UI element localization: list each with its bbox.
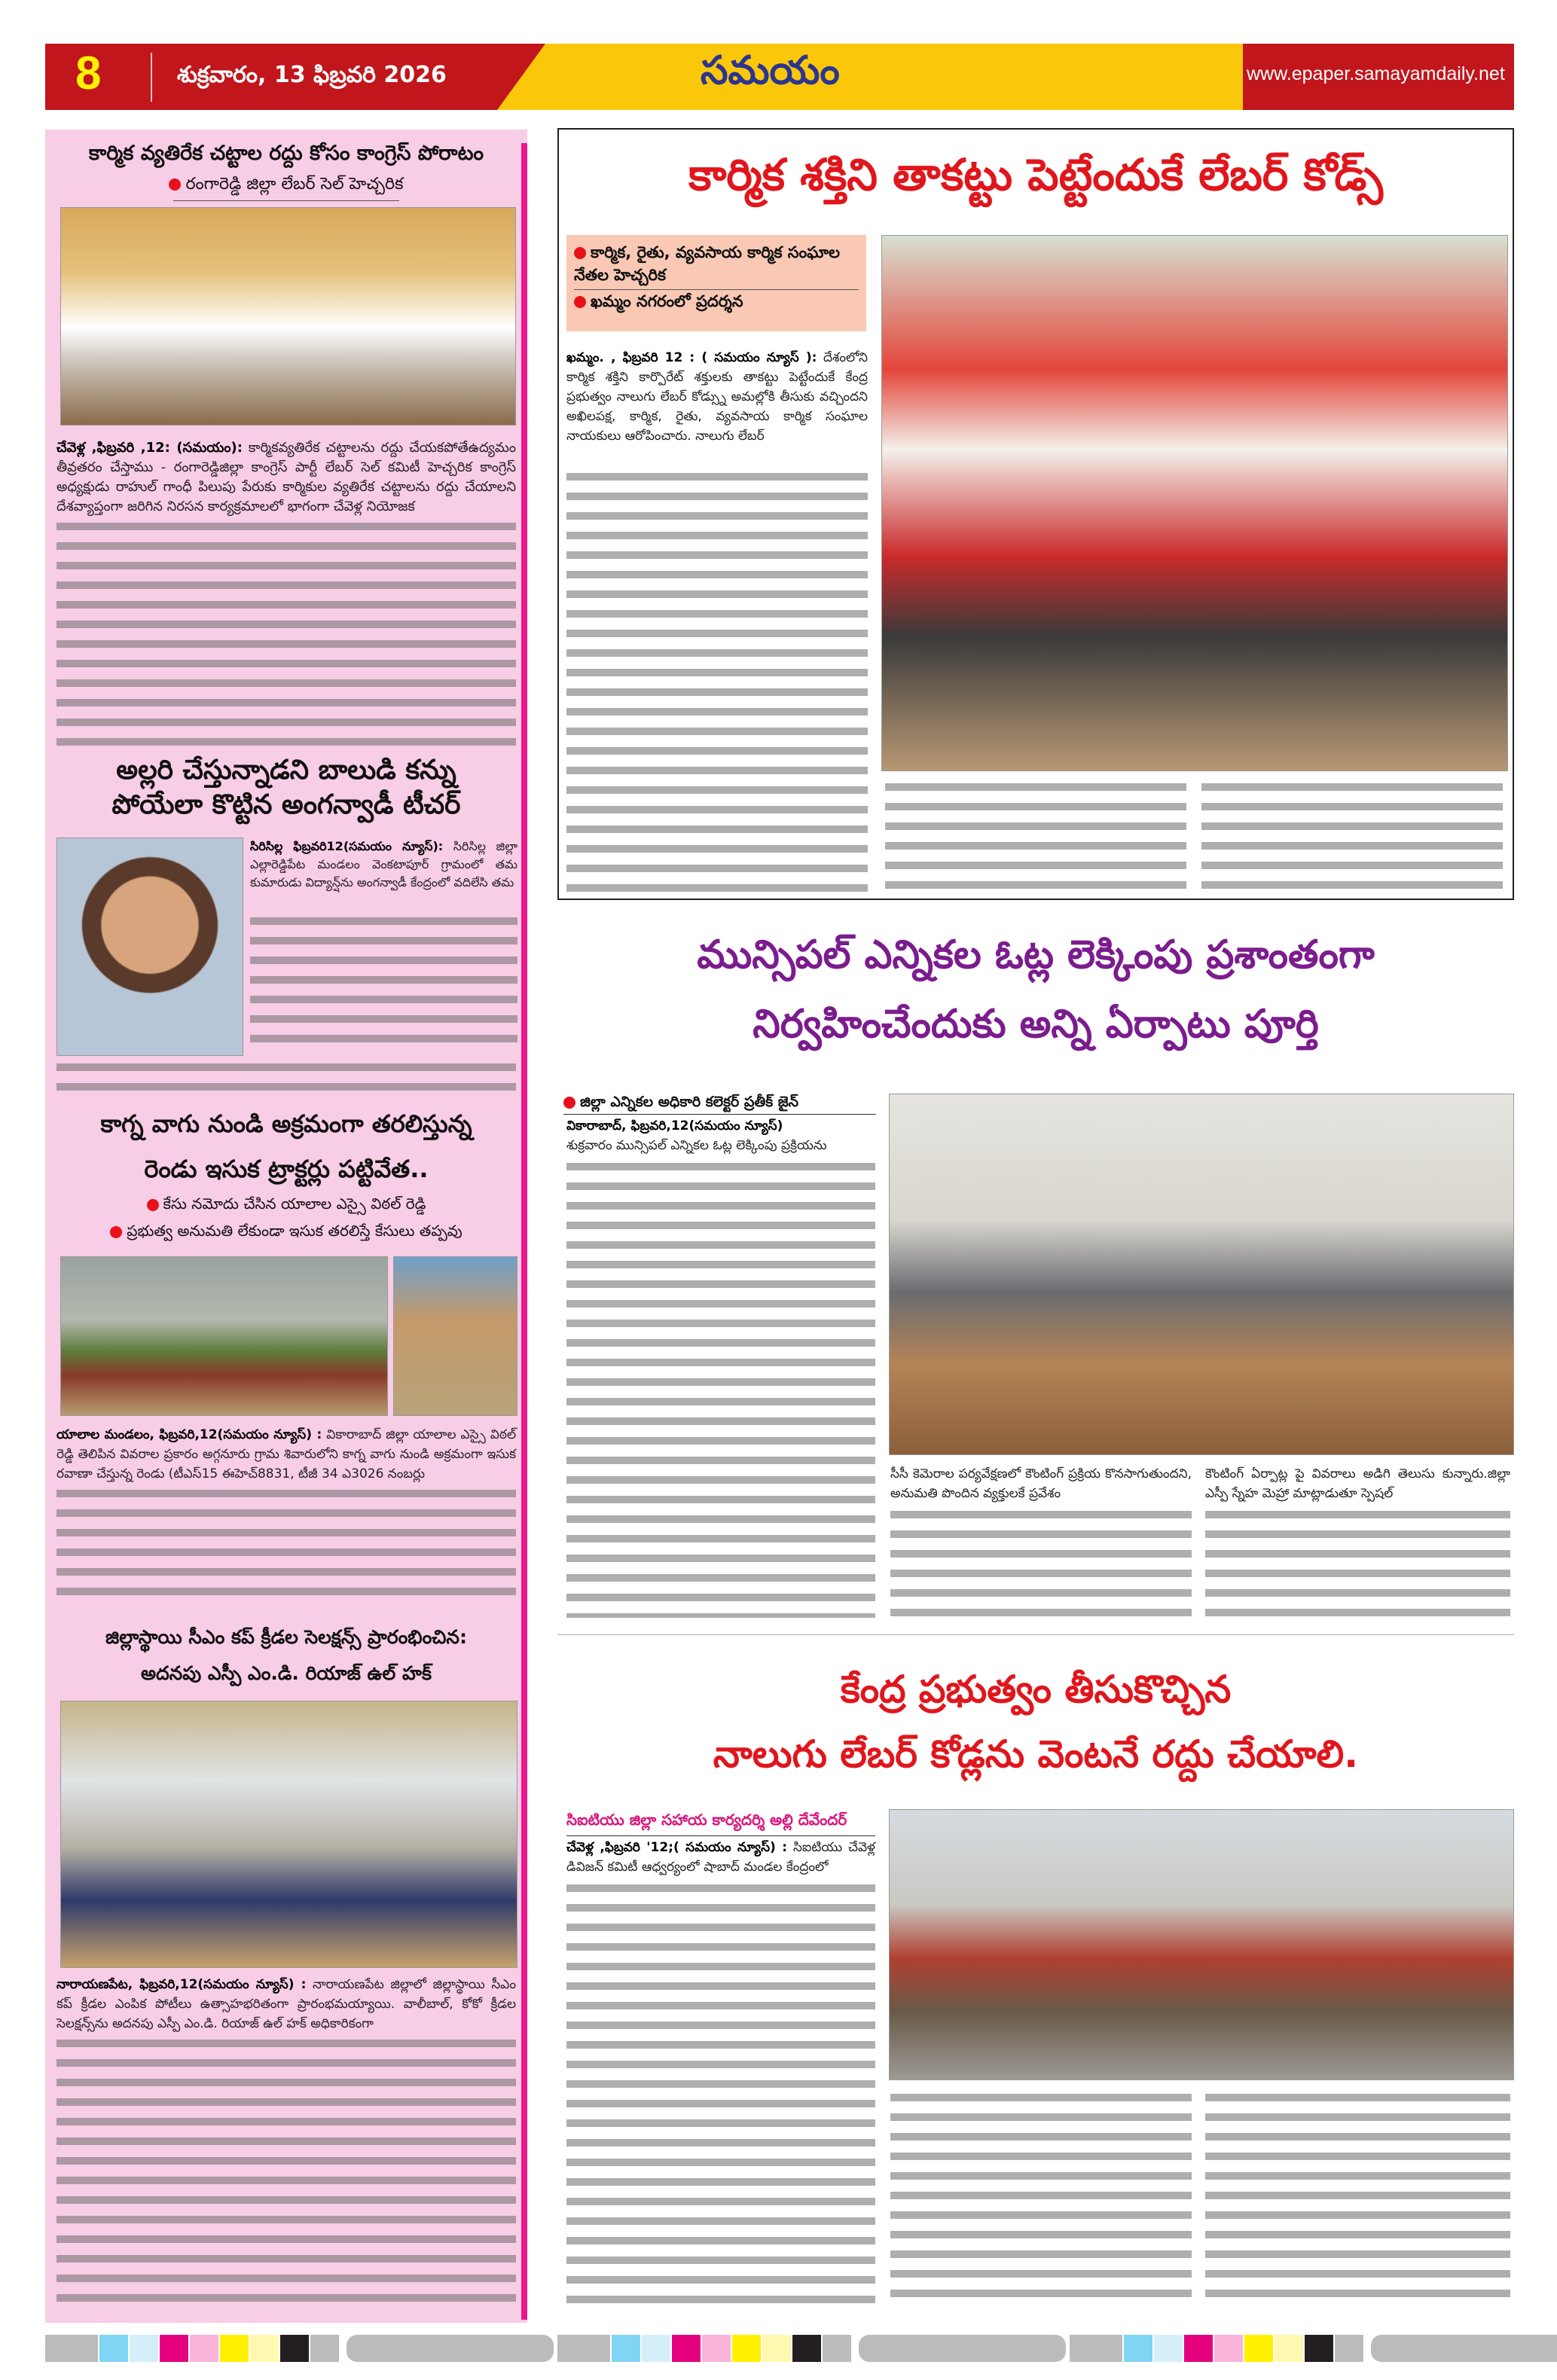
bullet-icon <box>563 1097 575 1109</box>
headline-congress-labour: కార్మిక వ్యతిరేక చట్టాల రద్దు కోసం కాంగ్రెస్ పోరాటం <box>88 142 484 165</box>
article-body <box>1205 1464 1510 1503</box>
subhead: సిఐటియు జిల్లా సహాయ కార్యదర్శి అల్లి దేవేందర్ <box>566 1811 875 1836</box>
headline-anganwadi <box>53 753 520 822</box>
color-swatch <box>250 2335 279 2362</box>
color-swatch <box>130 2335 158 2362</box>
photo-tractors <box>60 1256 388 1416</box>
body-text-continued <box>890 1505 1192 1618</box>
headline-line: అదనపు ఎస్పీ ఎం.డి. రియాజ్ ఉల్ హక్ <box>141 1662 432 1684</box>
color-swatch <box>190 2335 218 2362</box>
dateline: ఖమ్మం. , ఫిబ్రవరి 12 : ( సమయం న్యూస్ ): <box>566 350 817 365</box>
headline-line: రెండు ఇసుక ట్రాక్టర్లు పట్టివేత.. <box>144 1155 429 1183</box>
body-text: వికారాబాద్ జిల్లా యాలాల ఎస్సై విఠల్ రెడ్డి తెలిపిన వివరాల ప్రకారం అగ్గనూరు గ్రామ శివారులోని కాగ్న వాగు నుండి అక్రమంగా ఇసుక రవాణా చేస్తున్న రెండు (టీఎస్15 ఈహెచ్8831, టీజీ 34 ఎ3026 నంబర్లు <box>56 1427 517 1481</box>
body-text: సిరిసిల్ల జిల్లా ఎల్లారెడ్డిపేట మండలం వెంకటాపూర్ గ్రామంలో తమ కుమారుడు విద్యాన్ష్‌ను అంగన్వాడీ కేంద్రంలో వదిలేసి తమ <box>250 839 517 889</box>
subhead <box>563 1094 876 1115</box>
divider <box>557 1634 1514 1635</box>
color-swatch <box>310 2335 339 2362</box>
photo-sports-selection <box>60 1701 517 1968</box>
headline-line: కాగ్న వాగు నుండి అక్రమంగా తరలిస్తున్న <box>100 1109 472 1138</box>
column-rule <box>521 143 527 2320</box>
photo-congress-meeting <box>60 207 516 426</box>
headline-line: కేంద్ర ప్రభుత్వం తీసుకొచ్చిన <box>840 1668 1232 1711</box>
body-text: సిఐటియు చేవెళ్ల డివిజన్ కమిటీ ఆధ్వర్యంలో షాబాద్ మండల కేంద్రంలో <box>566 1840 875 1875</box>
color-swatch <box>642 2335 670 2362</box>
body-text-continued <box>56 1057 516 1094</box>
dateline: చేవెళ్ల ,ఫిబ్రవరి ,12: (సమయం): <box>56 440 243 456</box>
color-swatch <box>160 2335 188 2362</box>
color-swatch <box>1275 2335 1303 2362</box>
headline-cm-cup <box>53 1619 520 1692</box>
article-body <box>250 838 517 892</box>
body-text: నారాయణపేట జిల్లాలో జిల్లాస్థాయి సీఎం కప్ క్రీడల ఎంపిక పోటీలు ఉత్సాహభరితంగా ప్రారంభమయ్యాయి. వాలీబాల్, కోకో క్రీడల సెలక్షన్స్‌ను అదనపు ఎస్పీ ఎం.డి. రియాజ్ ఉల్ హక్ అధికారికంగా <box>56 1977 516 2031</box>
color-swatch <box>732 2335 761 2362</box>
subhead <box>53 175 520 197</box>
color-swatch <box>762 2335 791 2362</box>
photo-khammam-protest <box>881 235 1508 771</box>
body-text-continued <box>890 2088 1192 2306</box>
body-text-continued <box>1205 1505 1510 1618</box>
page-number: 8 <box>75 47 102 99</box>
color-swatch <box>1214 2335 1243 2362</box>
dateline: వికారాబాద్, ఫిబ్రవరి,12(సమయం న్యూస్) <box>566 1118 783 1134</box>
divider <box>151 53 152 102</box>
headline-line: అల్లరి చేస్తున్నాడని బాలుడి కన్ను <box>116 755 456 786</box>
subhead-text: ఖమ్మం నగరంలో ప్రదర్శన <box>591 292 743 310</box>
gray-pill <box>859 2335 1066 2362</box>
photo-injured-boy <box>56 838 243 1056</box>
bullet-icon <box>147 1199 159 1211</box>
color-swatch <box>557 2335 610 2362</box>
gray-pill <box>347 2335 554 2362</box>
body-text-continued <box>56 2034 516 2312</box>
color-swatch <box>792 2335 821 2362</box>
body-text-continued <box>566 1157 875 1618</box>
headline-line: జిల్లాస్థాయి సీఎం కప్ క్రీడల సెలక్షన్స్ ప్రారంభించిన: <box>105 1626 467 1648</box>
photo-police-officer <box>393 1256 517 1416</box>
body-text: సీసీ కెమెరాల పర్యవేక్షణలో కౌంటింగ్ ప్రక్రియ కొనసాగుతుందని, అనుమతి పొందిన వ్యక్తులకే ప్రవేశం <box>890 1466 1192 1501</box>
color-swatch <box>672 2335 701 2362</box>
newspaper-logo: సమయం <box>701 48 840 93</box>
color-swatch <box>612 2335 640 2362</box>
color-swatch <box>1184 2335 1213 2362</box>
article-body <box>566 1838 875 1877</box>
subhead-text: ప్రభుత్వ అనుమతి లేకుండా ఇసుక తరలిస్తే కేసులు తప్పవు <box>127 1222 463 1240</box>
body-text-continued <box>250 911 517 1054</box>
subhead-text: జిల్లా ఎన్నికల అధికారి కలెక్టర్ ప్రతీక్ జైన్ <box>580 1094 799 1110</box>
body-text-continued <box>56 517 516 752</box>
headline-municipal-counting <box>557 920 1514 1059</box>
body-text: కార్మికవ్యతిరేక చట్టాలను రద్దు చేయకపోతేఉద్యమం తీవ్రతరం చేస్తాము - రంగారెడ్డిజిల్లా కాంగ్రెస్ పార్టీ లేబర్ సెల్ కమిటీ హెచ్చరిక కాంగ్రెస్ అధ్యక్షుడు రాహుల్ గాంధీ పిలుపు పేరుకు కార్మికుల వ్యతిరేక చట్టాలను రద్దు చేయాలని దేశవ్యాప్తంగా జరిగిన నిరసన కార్యక్రమాలలో భాగంగా చేవెళ్ల నియోజక <box>56 440 516 514</box>
dateline: యాలాల మండలం, ఫిబ్రవరి,12(సమయం న్యూస్) : <box>56 1427 322 1442</box>
body-text: కౌంటింగ్ ఏర్పాట్ల పై వివరాలు అడిగి తెలుసు కున్నారు.జిల్లా ఎస్పీ స్నేహ మెహ్రా మాట్లాడుతూ స్పెషల్ <box>1205 1466 1510 1501</box>
bullet-icon <box>574 247 586 259</box>
headline-line: నాలుగు లేబర్ కోడ్లను వెంటనే రద్దు చేయాలి. <box>713 1732 1359 1776</box>
bullet-icon <box>574 296 586 308</box>
body-text: శుక్రవారం మున్సిపల్ ఎన్నికల ఓట్ల లెక్కింపు ప్రక్రియను <box>566 1138 827 1153</box>
subhead <box>53 1222 520 1243</box>
color-swatch <box>45 2335 98 2362</box>
subhead <box>574 289 859 313</box>
photo-collector-review <box>889 1094 1514 1455</box>
headline-line: నిర్వహించేందుకు అన్ని ఏర్పాటు పూర్తి <box>753 1002 1319 1047</box>
color-swatch <box>99 2335 128 2362</box>
color-swatch <box>220 2335 249 2362</box>
dateline: నారాయణపేట, ఫిబ్రవరి,12(సమయం న్యూస్) : <box>56 1977 307 1992</box>
article-body <box>890 1464 1192 1503</box>
color-swatch <box>1154 2335 1183 2362</box>
dateline: చేవెళ్ల ,ఫిబ్రవరి '12;( సమయం న్యూస్) : <box>566 1840 788 1855</box>
headline-sand-tractors <box>53 1101 520 1192</box>
color-swatch <box>1124 2335 1152 2362</box>
article-body <box>56 1975 516 2034</box>
headline-repeal-labour-codes <box>557 1657 1514 1787</box>
headline-labour-codes: కార్మిక శక్తిని తాకట్టు పెట్టేందుకే లేబర్ కోడ్స్ <box>688 149 1383 200</box>
subhead-box <box>566 235 866 331</box>
body-text-continued <box>56 1484 516 1597</box>
photo-shabad-protest <box>889 1809 1514 2080</box>
subhead-text: రంగారెడ్డి జిల్లా లేబర్ సెల్ హెచ్చరిక <box>185 175 404 194</box>
subhead-text: కేసు నమోదు చేసిన యాలాల ఎస్సై విఠల్ రెడ్డి <box>163 1195 426 1213</box>
headline-line: పోయేలా కొట్టిన అంగన్వాడీ టీచర్ <box>111 789 461 820</box>
color-swatch <box>702 2335 731 2362</box>
body-text-continued <box>885 777 1186 894</box>
body-text-continued <box>566 1878 875 2308</box>
article-body <box>566 1116 875 1155</box>
article-body <box>56 1425 516 1484</box>
bullet-icon <box>110 1226 122 1238</box>
subhead <box>574 241 859 286</box>
dateline: సిరిసిల్ల ఫిబ్రవరి12(సమయం న్యూస్): <box>250 839 444 853</box>
issue-date: శుక్రవారం, 13 ఫిబ్రవరి 2026 <box>177 62 447 88</box>
body-text: దేశంలోని కార్మిక శక్తిని కార్పొరేట్ శక్తులకు తాకట్టు పెట్టేందుకే కేంద్ర ప్రభుత్వం నాలుగు లేబర్ కోడ్స్ను అమల్లోకి తీసుకు వచ్చిందని అఖిలపక్ష, కార్మిక, రైతు, వ్యవసాయ కార్మిక సంఘాల నాయకులు ఆరోపించారు. నాలుగు లేబర్ <box>566 350 868 444</box>
divider <box>173 200 399 201</box>
color-swatch <box>1305 2335 1333 2362</box>
bullet-icon <box>169 178 181 191</box>
color-swatch <box>280 2335 309 2362</box>
color-swatch <box>1335 2335 1363 2362</box>
body-text-continued <box>566 467 868 892</box>
headline-line: మున్సిపల్ ఎన్నికల ఓట్ల లెక్కింపు ప్రశాంతంగా <box>697 932 1375 978</box>
gray-pill <box>1371 2335 1557 2362</box>
masthead-yellow-band <box>497 44 1243 110</box>
article-body <box>566 348 868 446</box>
color-swatch <box>1070 2335 1122 2362</box>
epaper-link[interactable]: www.epaper.samayamdaily.net <box>1247 63 1505 84</box>
subhead-text: కార్మిక, రైతు, వ్యవసాయ కార్మిక సంఘాల నేతల హెచ్చరిక <box>574 243 840 284</box>
subhead <box>53 1195 520 1216</box>
body-text-continued <box>1205 2088 1510 2306</box>
body-text-continued <box>1201 777 1503 894</box>
color-swatch <box>823 2335 851 2362</box>
color-swatch <box>1244 2335 1273 2362</box>
article-body <box>56 438 516 517</box>
